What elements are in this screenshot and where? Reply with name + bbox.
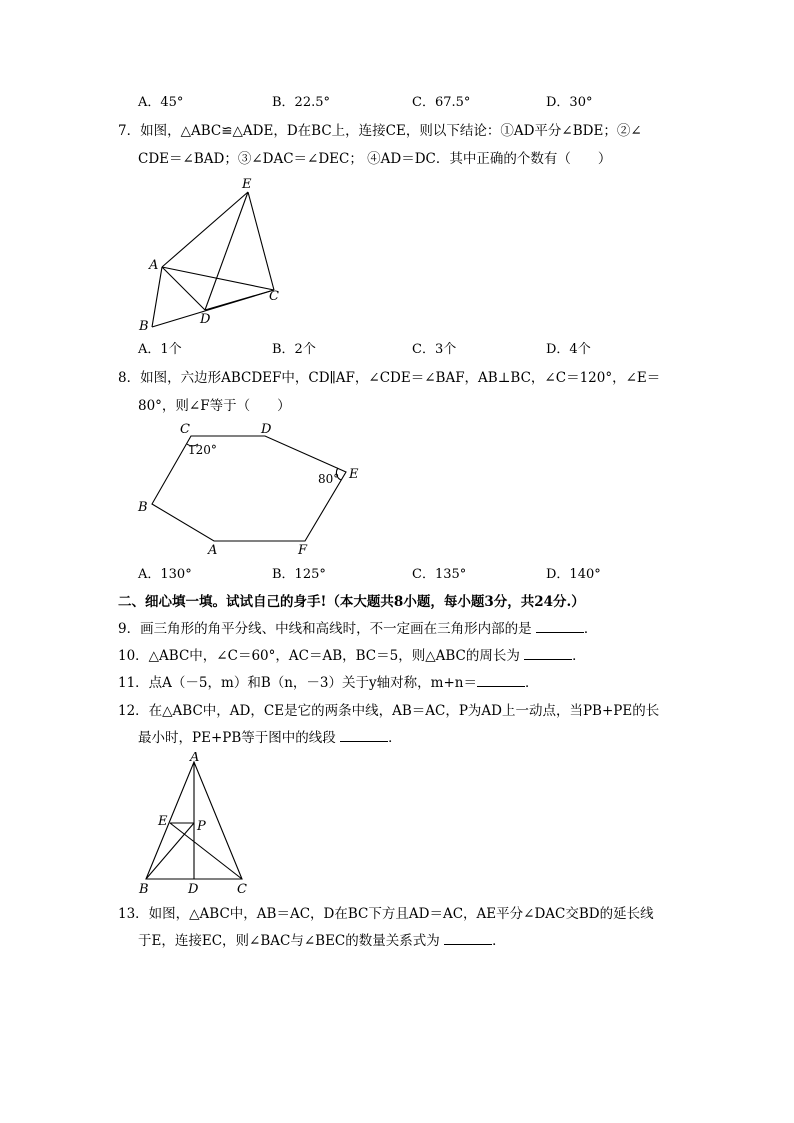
q8-label-a: A — [208, 543, 218, 558]
q9-blank[interactable] — [536, 620, 584, 633]
q8-option-b: B．125° — [272, 567, 326, 582]
q8-label-b: B — [138, 500, 148, 515]
q8-label-f: F — [298, 543, 308, 558]
q11-end: ． — [524, 675, 539, 691]
q9-end: ． — [583, 621, 598, 637]
q8-label-d: D — [261, 422, 272, 437]
q13-end: ． — [492, 933, 506, 949]
q13-text-line1: 13．如图，△ABC中，AB＝AC，D在BC下方且AD＝AC，AE平分∠DAC交BD的延长线 — [118, 906, 654, 922]
q13-text-line2: 于E，连接EC，则∠BAC与∠BEC的数量关系式为 — [138, 933, 440, 949]
q8-angle-e-label: 80° — [318, 472, 340, 486]
q10-blank[interactable] — [524, 647, 572, 660]
q6-option-d: D．30° — [546, 95, 593, 110]
q9-line — [118, 620, 597, 638]
q8-label-e: E — [349, 467, 359, 482]
q11-text: 11．点A（－5，m）和B（n，－3）关于y轴对称，m+n＝ — [118, 675, 477, 691]
q10-text: 10．△ABC中，∠C＝60°，AC＝AB，BC＝5，则△ABC的周长为 — [118, 648, 520, 664]
q7-option-c: C．3个 — [412, 342, 457, 357]
q12-figure — [130, 752, 270, 897]
q12-label-a: A — [190, 752, 200, 765]
q7-option-a: A．1个 — [138, 342, 182, 357]
q7-label-c: C — [269, 289, 279, 304]
q12-label-p: P — [197, 819, 206, 834]
q12-label-b: B — [139, 882, 149, 897]
q6-option-c: C．67.5° — [412, 95, 471, 110]
q13-line2 — [138, 932, 506, 950]
q12-end: ． — [388, 730, 402, 746]
q7-text-line2: CDE＝∠BAD；③∠DAC＝∠DEC； ④AD＝DC．其中正确的个数有（ ） — [138, 151, 612, 167]
q7-label-b: B — [139, 319, 149, 334]
q12-label-d: D — [188, 882, 199, 897]
q7-option-b: B．2个 — [272, 342, 316, 357]
q8-option-c: C．135° — [412, 567, 467, 582]
q12-line2 — [138, 729, 402, 747]
q8-option-d: D．140° — [546, 567, 601, 582]
q7-label-e: E — [242, 177, 252, 192]
q9-text: 9．画三角形的角平分线、中线和高线时，不一定画在三角形内部的是 — [118, 621, 532, 637]
q7-label-a: A — [149, 258, 159, 273]
q7-figure — [130, 172, 300, 342]
q13-blank[interactable] — [444, 932, 492, 945]
q7-option-d: D．4个 — [546, 342, 591, 357]
q12-text-line2: 最小时，PE+PB等于图中的线段 — [138, 730, 336, 746]
q10-line — [118, 647, 586, 665]
q10-end: ． — [572, 648, 586, 664]
q6-option-b: B．22.5° — [272, 95, 330, 110]
q12-text-line1: 12．在△ABC中，AD，CE是它的两条中线，AB＝AC，P为AD上一动点，当PB+PE的长 — [118, 703, 660, 719]
q7-text-line1: 7．如图，△ABC≌△ADE，D在BC上，连接CE，则以下结论：①AD平分∠BDE；②∠ — [118, 123, 642, 139]
q11-line — [118, 674, 538, 692]
q8-angle-c-label: 120° — [188, 443, 217, 457]
q11-blank[interactable] — [477, 674, 525, 687]
q8-option-a: A．130° — [138, 567, 192, 582]
q8-figure — [130, 420, 370, 565]
q8-text-line2: 80°，则∠F等于（ ） — [138, 398, 291, 414]
section-2-heading: 二、细心填一填。试试自己的身手!（本大题共8小题，每小题3分，共24分.） — [118, 594, 585, 610]
q8-text-line1: 8．如图，六边形ABCDEF中，CD∥AF，∠CDE＝∠BAF，AB⊥BC，∠C＝120°，∠E＝ — [118, 370, 661, 386]
q8-label-c: C — [180, 422, 190, 437]
q7-label-d: D — [200, 312, 211, 327]
q12-label-e: E — [158, 814, 168, 829]
q12-blank[interactable] — [340, 729, 388, 742]
q12-label-c: C — [237, 882, 247, 897]
q6-option-a: A．45° — [138, 95, 184, 110]
